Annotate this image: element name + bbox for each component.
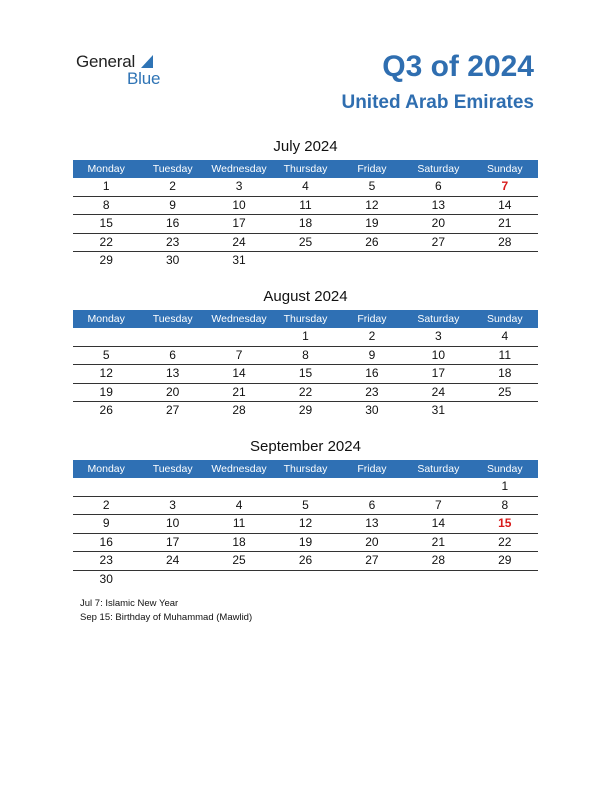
weekday-header: Monday: [87, 313, 125, 325]
day-cell: 29: [498, 553, 512, 567]
day-cell: 13: [365, 516, 379, 530]
day-cell: 21: [232, 384, 246, 399]
day-cell: 3: [235, 179, 243, 193]
week-row: [73, 215, 538, 234]
day-cell: 19: [298, 534, 313, 549]
country-title: United Arab Emirates: [341, 92, 534, 113]
empty-day-cell: [206, 571, 272, 589]
day-cell: 28: [431, 553, 446, 567]
weekday-header: Thursday: [283, 313, 328, 325]
day-cell: 30: [365, 403, 379, 417]
month-september: [73, 436, 538, 588]
day-cell: 15: [99, 216, 113, 230]
day-cell: 8: [302, 347, 309, 362]
week-row: [73, 328, 538, 347]
weekday-header: Wednesday: [211, 163, 267, 175]
day-cell: 9: [102, 516, 110, 530]
empty-day-cell: [472, 402, 538, 420]
holiday-note: Sep 15: Birthday of Muhammad (Mawlid): [80, 612, 253, 623]
day-cell: 11: [232, 516, 246, 530]
week-row: [73, 197, 538, 216]
empty-day-cell: [73, 478, 139, 496]
weekday-header: Tuesday: [152, 463, 193, 475]
day-cell: 19: [99, 384, 113, 399]
weekday-header: Tuesday: [152, 313, 193, 325]
day-cell: 23: [99, 553, 113, 567]
day-cell: 28: [498, 234, 512, 249]
empty-day-cell: [339, 252, 405, 270]
day-cell: 10: [431, 347, 446, 362]
empty-day-cell: [272, 252, 338, 270]
day-cell: 27: [165, 403, 180, 417]
day-cell: 25: [232, 553, 246, 567]
day-cell: 14: [431, 516, 446, 530]
week-row: [73, 234, 538, 253]
day-cell: 7: [235, 347, 243, 362]
quarter-title: Q3 of 2024: [382, 50, 534, 83]
weekday-header-row: [73, 310, 538, 328]
day-cell: 4: [501, 329, 509, 343]
day-cell: 27: [365, 553, 379, 567]
day-cell: 5: [302, 497, 309, 512]
day-cell: 13: [165, 366, 180, 380]
day-cell: 4: [302, 179, 309, 193]
weekday-header: Friday: [357, 163, 387, 175]
day-cell: 26: [298, 553, 313, 567]
day-cell: 22: [298, 384, 313, 399]
weekday-header: Tuesday: [152, 163, 193, 175]
day-cell: 1: [302, 329, 309, 343]
month-title: September 2024: [250, 438, 361, 455]
day-cell: 18: [498, 366, 512, 380]
empty-day-cell: [272, 478, 338, 496]
day-cell: 25: [498, 384, 512, 399]
weekday-header: Saturday: [417, 163, 460, 175]
day-cell: 22: [498, 534, 512, 549]
day-cell: 22: [99, 234, 113, 249]
day-cell: 15: [498, 516, 512, 530]
day-cell: 20: [431, 216, 446, 230]
empty-day-cell: [472, 571, 538, 589]
empty-day-cell: [339, 478, 405, 496]
weekday-header: Monday: [87, 463, 125, 475]
month-title: August 2024: [263, 288, 348, 305]
weekday-header: Sunday: [486, 313, 523, 325]
day-cell: 31: [431, 403, 446, 417]
day-cell: 23: [165, 234, 180, 249]
day-cell: 21: [498, 216, 512, 230]
day-cell: 30: [165, 253, 180, 267]
day-cell: 2: [368, 329, 376, 343]
day-cell: 24: [232, 234, 246, 249]
weekday-header: Sunday: [486, 163, 523, 175]
day-cell: 11: [498, 347, 512, 362]
day-cell: 18: [298, 216, 313, 230]
week-row: [73, 478, 538, 497]
weekday-header: Wednesday: [211, 313, 267, 325]
weekday-header: Thursday: [283, 163, 328, 175]
day-cell: 18: [232, 534, 246, 549]
day-cell: 29: [99, 253, 113, 267]
logo-triangle-icon: [141, 55, 153, 68]
day-cell: 9: [169, 197, 176, 212]
week-row: [73, 384, 538, 403]
week-row: [73, 497, 538, 516]
empty-day-cell: [206, 328, 272, 346]
day-cell: 6: [169, 347, 176, 362]
weekday-header: Saturday: [417, 313, 460, 325]
empty-day-cell: [472, 252, 538, 270]
day-cell: 17: [165, 534, 180, 549]
day-cell: 24: [431, 384, 446, 399]
generalblue-logo: [76, 52, 176, 92]
day-cell: 29: [298, 403, 313, 417]
day-cell: 25: [298, 234, 313, 249]
day-cell: 3: [169, 497, 176, 512]
empty-day-cell: [272, 571, 338, 589]
day-cell: 5: [368, 179, 376, 193]
day-cell: 21: [431, 534, 446, 549]
empty-day-cell: [139, 478, 205, 496]
empty-day-cell: [139, 328, 205, 346]
weekday-header: Friday: [357, 463, 387, 475]
day-cell: 8: [501, 497, 509, 512]
day-cell: 11: [299, 197, 312, 212]
day-cell: 16: [99, 534, 113, 549]
day-cell: 26: [99, 403, 113, 417]
day-cell: 26: [365, 234, 379, 249]
empty-day-cell: [405, 252, 471, 270]
day-cell: 16: [365, 366, 379, 380]
month-july: [73, 136, 538, 270]
day-cell: 6: [368, 497, 376, 512]
month-title: July 2024: [273, 138, 338, 155]
week-row: [73, 515, 538, 534]
day-cell: 1: [102, 179, 110, 193]
day-cell: 31: [232, 253, 246, 267]
day-cell: 12: [99, 366, 113, 380]
day-cell: 2: [102, 497, 110, 512]
week-row: [73, 365, 538, 384]
day-cell: 4: [235, 497, 243, 512]
day-cell: 13: [431, 197, 446, 212]
day-cell: 17: [431, 366, 446, 380]
day-cell: 2: [169, 179, 176, 193]
empty-day-cell: [73, 328, 139, 346]
day-cell: 14: [232, 366, 246, 380]
day-cell: 9: [368, 347, 376, 362]
week-row: [73, 252, 538, 270]
day-cell: 17: [232, 216, 246, 230]
empty-day-cell: [339, 571, 405, 589]
weekday-header: Thursday: [283, 463, 328, 475]
day-cell: 8: [102, 197, 110, 212]
day-cell: 12: [298, 516, 313, 530]
day-cell: 1: [501, 479, 509, 493]
day-cell: 19: [365, 216, 379, 230]
logo-word-general: General: [76, 52, 136, 71]
day-cell: 30: [99, 571, 113, 586]
logo-word-blue: Blue: [127, 69, 161, 88]
day-cell: 24: [165, 553, 180, 567]
week-row: [73, 402, 538, 420]
day-cell: 10: [165, 516, 180, 530]
empty-day-cell: [206, 478, 272, 496]
day-cell: 16: [165, 216, 180, 230]
holiday-note: Jul 7: Islamic New Year: [80, 598, 179, 609]
day-cell: 7: [435, 497, 442, 512]
day-cell: 10: [232, 197, 246, 212]
week-row: [73, 534, 538, 553]
weekday-header: Wednesday: [211, 463, 267, 475]
day-cell: 27: [431, 234, 446, 249]
day-cell: 12: [365, 197, 379, 212]
empty-day-cell: [405, 478, 471, 496]
week-row: [73, 571, 538, 589]
week-row: [73, 347, 538, 366]
empty-day-cell: [405, 571, 471, 589]
day-cell: 14: [498, 197, 512, 212]
week-row: [73, 552, 538, 571]
day-cell: 28: [232, 403, 246, 417]
day-cell: 3: [435, 329, 442, 343]
day-cell: 7: [501, 179, 509, 193]
weekday-header: Friday: [357, 313, 387, 325]
weekday-header: Monday: [87, 163, 125, 175]
weekday-header: Sunday: [486, 463, 523, 475]
day-cell: 20: [365, 534, 379, 549]
weekday-header-row: [73, 160, 538, 178]
weekday-header: Saturday: [417, 463, 460, 475]
month-august: [73, 286, 538, 420]
day-cell: 5: [102, 347, 110, 362]
week-row: [73, 178, 538, 197]
holiday-notes: [80, 597, 252, 625]
day-cell: 20: [165, 384, 180, 399]
day-cell: 15: [298, 366, 313, 380]
empty-day-cell: [139, 571, 205, 589]
day-cell: 23: [365, 384, 379, 399]
day-cell: 6: [435, 179, 442, 193]
weekday-header-row: [73, 460, 538, 478]
